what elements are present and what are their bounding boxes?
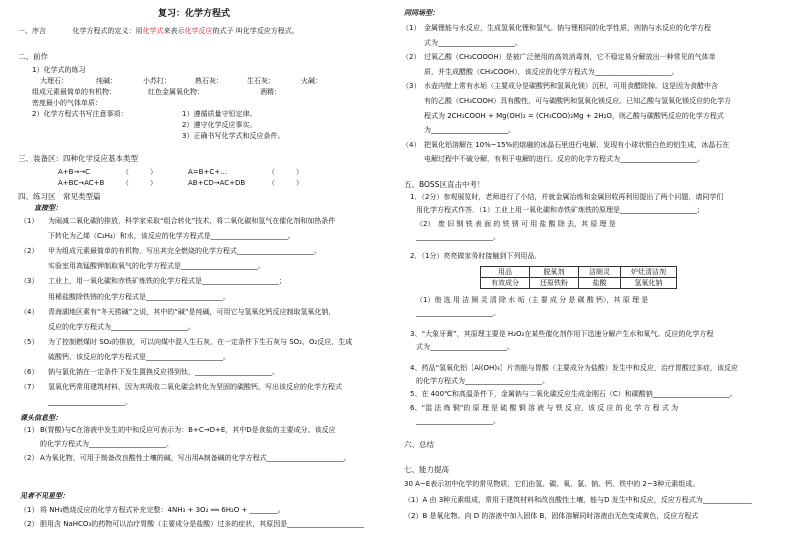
boss-item-3b: 式为______________________。 xyxy=(416,343,514,351)
table-row xyxy=(481,267,677,278)
preface-text-3: 的式子 叫化学反应方程式。 xyxy=(212,27,299,35)
question-text: 金属锂能与水反应，生成氢氧化锂和氢气。钠与锂相同的化学性质，则钠与水反应的化学方程 xyxy=(424,24,711,32)
row1-item: 小苏打： xyxy=(143,77,171,85)
preface-line xyxy=(18,27,299,36)
boss-item-1d: ______________________。 xyxy=(416,233,500,241)
lead-row-1 xyxy=(40,77,322,86)
row1-item: 生石灰： xyxy=(247,77,275,85)
lead-row-3: 密度最小的气体单质： xyxy=(32,99,102,107)
question-text: 胆用含 NaHCO₃的药物可以治疗胃酸（主要成分是盐酸）过多的症状，其原因是______________________ xyxy=(40,520,365,528)
question-text: 有的乙酸（CH₃COOH）具有酸性，可与碳酸钙和氢氧化镁反应。已知乙酸与氢氧化镁反应的化学方 xyxy=(424,97,732,105)
question-text: B(胃酸)与C在溶液中发生的中和反应可表示为：B+C→D+E，其中D是食盐的主要成分。该反应 xyxy=(40,426,336,434)
boss-item-2: 2．（1分）亮亮做家务时接触到下列用品． xyxy=(410,252,542,260)
row1-item: 纯碱： xyxy=(96,77,117,85)
question-text: 工业上，用一氧化碳和赤铁矿炼铁的化学方程式是______________________； xyxy=(48,277,286,286)
boss-item-4b: 的化学方程式为______________________。 xyxy=(416,377,549,385)
question-text: 式为______________________。 xyxy=(424,38,522,47)
preface-red-1: 化学式 xyxy=(142,27,164,35)
preface-text-1: 化学方程式的定义：用 xyxy=(72,27,143,35)
table-cell: 还原铁粉 xyxy=(530,278,579,289)
question-text: A为氧化物，可用于制备改良酸性土壤的碱，写出用A制备碱的化学方程式______________________。 xyxy=(40,454,351,462)
question-text: 反应的化学方程式为______________________。 xyxy=(48,322,195,331)
question-number: （4） xyxy=(402,140,421,149)
table-row xyxy=(481,278,677,289)
question-number: （6） xyxy=(20,368,39,376)
table-cell: 有效成分 xyxy=(481,278,530,289)
question-text: 的化学方程式为______________________。 xyxy=(40,440,173,448)
question-number: （5） xyxy=(20,337,39,346)
unseen-subheading: 见者不见星型： xyxy=(20,492,69,500)
table-cell: 用品 xyxy=(481,267,530,278)
improve-heading: 七、能力提高 xyxy=(404,465,449,474)
lead-q1: 1）化学式的练习 xyxy=(32,66,86,74)
row1-item: 熟石灰： xyxy=(195,77,223,85)
lead-q2: 2）化学方程式书写注意事项： xyxy=(32,110,128,118)
boss-item-2a: （1）他 选 用 洁 厕 灵 清 除 水 垢（主 要 成 分 是 碳 酸 钙），其 原 理 是 xyxy=(416,296,649,304)
question-text: 用稀盐酸除铁锈的化学方程式是______________________。 xyxy=(48,292,230,301)
question-number: （1） xyxy=(20,217,39,225)
question-text: 过氧乙酸（CH₃COOOH）是被广泛使用的高效消毒剂，它不稳定易分解放出一种常见的气体单 xyxy=(424,53,716,62)
boss-item-6b: ______________________。 xyxy=(416,417,500,425)
reaction-type-4: AB+CD→AC+DB xyxy=(188,179,246,187)
boss-item-1c: （2） 废 旧 钢 铁 表 面 的 铁 锈 可 用 盐 酸 除 去，其 原 理 是 xyxy=(416,220,616,228)
boss-item-3a: 3、“大象牙膏”，其原理主要是 H₂O₂在某些催化剂作用下迅速分解产生水和氧气。反应的化学方程 xyxy=(410,330,714,338)
row2-item: 红色金属氧化物： xyxy=(148,88,204,96)
question-number: （3） xyxy=(20,277,39,286)
reaction-type-4-blank: （ ） xyxy=(268,179,303,187)
question-text: 下转化为乙烯（C₂H₄）和水，该反应的化学方程式是______________________。 xyxy=(48,232,295,241)
rule-3: 3）正确书写化学式和反应条件。 xyxy=(182,132,285,140)
boss-item-1b: 用化学方程式作答．（1）工业上用一氧化碳和赤铁矿炼铁的原理是______________________； xyxy=(416,206,704,214)
question-number: （1） xyxy=(20,506,39,514)
row1-item: 大理石： xyxy=(40,77,68,85)
products-table xyxy=(480,266,677,289)
summary-heading: 六、总结 xyxy=(404,440,434,449)
rule-2: 2）遵守化学反应事实。 xyxy=(182,121,257,129)
preface-heading: 一、序言 xyxy=(18,27,46,35)
preface-red-2: 化学反应 xyxy=(184,27,213,35)
question-text: 质，并生成醋酸（CH₃COOH），该反应的化学方程式为______________________。 xyxy=(424,67,679,76)
question-number: （2） xyxy=(20,247,39,256)
lead-heading: 二、前作 xyxy=(18,52,48,61)
boss-heading: 五、BOSS区直击中考！ xyxy=(404,180,485,189)
row1-item: 火碱： xyxy=(301,77,322,85)
boss-item-1a: 1．（2分）参观展览时，老师进行了小结，并就金属冶炼和金属回收再利用提出了两个问题，请同学们 xyxy=(410,193,724,201)
question-text: 硫酸钙，该反应的化学方程式是______________________。 xyxy=(48,352,230,361)
reaction-type-1: A+B→→C xyxy=(58,168,91,176)
rule-1: 1）遵循质量守恒定律。 xyxy=(182,110,257,118)
question-text: 电解过程中不破分解，有利于电解的进行。反应的化学方程式为______________________。 xyxy=(424,155,704,164)
question-number: （2） xyxy=(20,454,39,462)
left-column xyxy=(18,0,390,560)
question-text: 水壶内壁上常有水垢（主要成分是碳酸钙和氢氧化镁）沉积，可用食醋除掉。这是因为食醋中含 xyxy=(424,82,718,91)
table-cell: 炉灶清洁剂 xyxy=(621,267,677,278)
table-cell: 洁厕灵 xyxy=(579,267,621,278)
question-number: （3） xyxy=(402,82,421,91)
preface-text-2: 来表示 xyxy=(163,27,185,35)
question-number: （7） xyxy=(20,383,39,392)
question-number: （2） xyxy=(402,53,421,62)
improve-item-3: （2）B 是氧化物。向 D 的溶液中加入固体 B，固体溶解同时溶液由无色变成黄色，反应方程式 xyxy=(404,512,699,520)
boss-item-4a: 4、药品“氢氧化铝［Al(OH)₃］片剂能与胃酸（主要成分为盐酸）发生中和反应，治疗胃酸过多症，该反应 xyxy=(410,364,738,372)
question-number: （1） xyxy=(402,24,421,32)
right-column xyxy=(400,0,780,560)
question-text: 程式为 2CH₃COOH + Mg(OH)₂ = (CH₃COO)₂Mg + 2H₂O，则乙酸与碳酸钙反应的化学方程式 xyxy=(424,111,724,120)
question-text: 氢氧化钙常用建筑材料，因为其吸收二氧化碳会转化为坚固的碳酸钙，写出该反应的化学方程式 xyxy=(48,383,342,392)
boss-item-5: 5、在 400℃和高温条件下，金属钠与二氧化碳反应生成金刚石（C）和碳酸钠______________________。 xyxy=(410,390,737,398)
words-subheading: 课头信息型： xyxy=(20,414,62,422)
reaction-type-3-blank: （ ） xyxy=(122,179,157,187)
question-number: （2） xyxy=(20,520,39,528)
lead-row-2 xyxy=(32,88,281,97)
question-text: 实验室用高锰酸钾制取氧气的化学方程式是______________________。 xyxy=(48,262,265,271)
reaction-type-3: A+BC→AC+B xyxy=(58,179,105,187)
equip-heading: 三、装备区：四种化学反应基本类型 xyxy=(18,154,138,163)
improve-item-2: （1）A 由 3种元素组成，常用于建筑材料和改良酸性土壤，能与D 发生中和反应，反应方程式为______________ xyxy=(404,496,752,504)
question-text: 为闹减二氧化碳的排放，科学家采取“组合转化”技术，将二氧化碳和氢气在催化剂和加热条件 xyxy=(48,217,336,225)
reaction-type-2: A=B+C+… xyxy=(188,168,228,176)
question-number: （4） xyxy=(20,307,39,316)
reaction-type-2-blank: （ ） xyxy=(268,168,303,176)
table-cell: 氢氧化钠 xyxy=(621,278,677,289)
boss-item-6a: 6、“湿 法 炼 铜”的 原 理 是 硫 酸 铜 溶 液 与 铁 反 应，该 反 应 的 化 学 方 程 式 为 xyxy=(410,404,679,412)
practice-subheading: 直接型： xyxy=(34,204,62,212)
row2-item: 组成元素最简单的有机物： xyxy=(32,88,116,96)
table-cell: 脱氧剂 xyxy=(530,267,579,278)
question-text: 将 NH₃燃烧反应的化学方程式补充完整：4NH₃ + 3O₂ ══ 6H₂O + ________。 xyxy=(40,506,285,514)
question-text: 钠与氯化钠在一定条件下发生置换反应得到钛，______________________。 xyxy=(48,368,279,376)
question-text: 为了控制燃煤时 SO₂的排放，可以向煤中混入生石灰，在一定条件下生石灰与 SO₂、O₂反应，生成 xyxy=(48,337,353,346)
question-text: 甲为组成元素最简单的有机物，写出其完全燃烧的化学方程式______________________。 xyxy=(48,247,321,256)
question-text: 为______________________。 xyxy=(424,126,515,135)
page-title: 复习：化学方程式 xyxy=(158,9,231,19)
question-text: 把氧化铝溶解在 10%~15%的熔融的冰晶石里进行电解，发现有小球状银白色的铝生成，冰晶石在 xyxy=(424,140,730,149)
question-text: ______________________。 xyxy=(48,398,132,407)
reaction-type-1-blank: （ ） xyxy=(122,168,157,176)
table-cell: 盐酸 xyxy=(579,278,621,289)
question-text: 青海湖地区素有“冬天捞碱”之说，其中的“碱”是纯碱，可用它与氢氧化钙反应制取氢氧化钠， xyxy=(48,307,336,316)
row2-item: 酒精： xyxy=(260,88,281,96)
same-field-subheading: 同同场型： xyxy=(404,9,439,17)
practice-heading: 四、练习区 常见类型篇 xyxy=(18,192,101,201)
question-number: （1） xyxy=(20,426,39,434)
boss-item-2b: ______________________。 xyxy=(416,309,500,317)
improve-item-1: 30 A~E表示初中化学的常见物质，它们由氢、碳、氧、氯、钠、钙、铁中的 2~3种元素组成。 xyxy=(404,480,700,488)
